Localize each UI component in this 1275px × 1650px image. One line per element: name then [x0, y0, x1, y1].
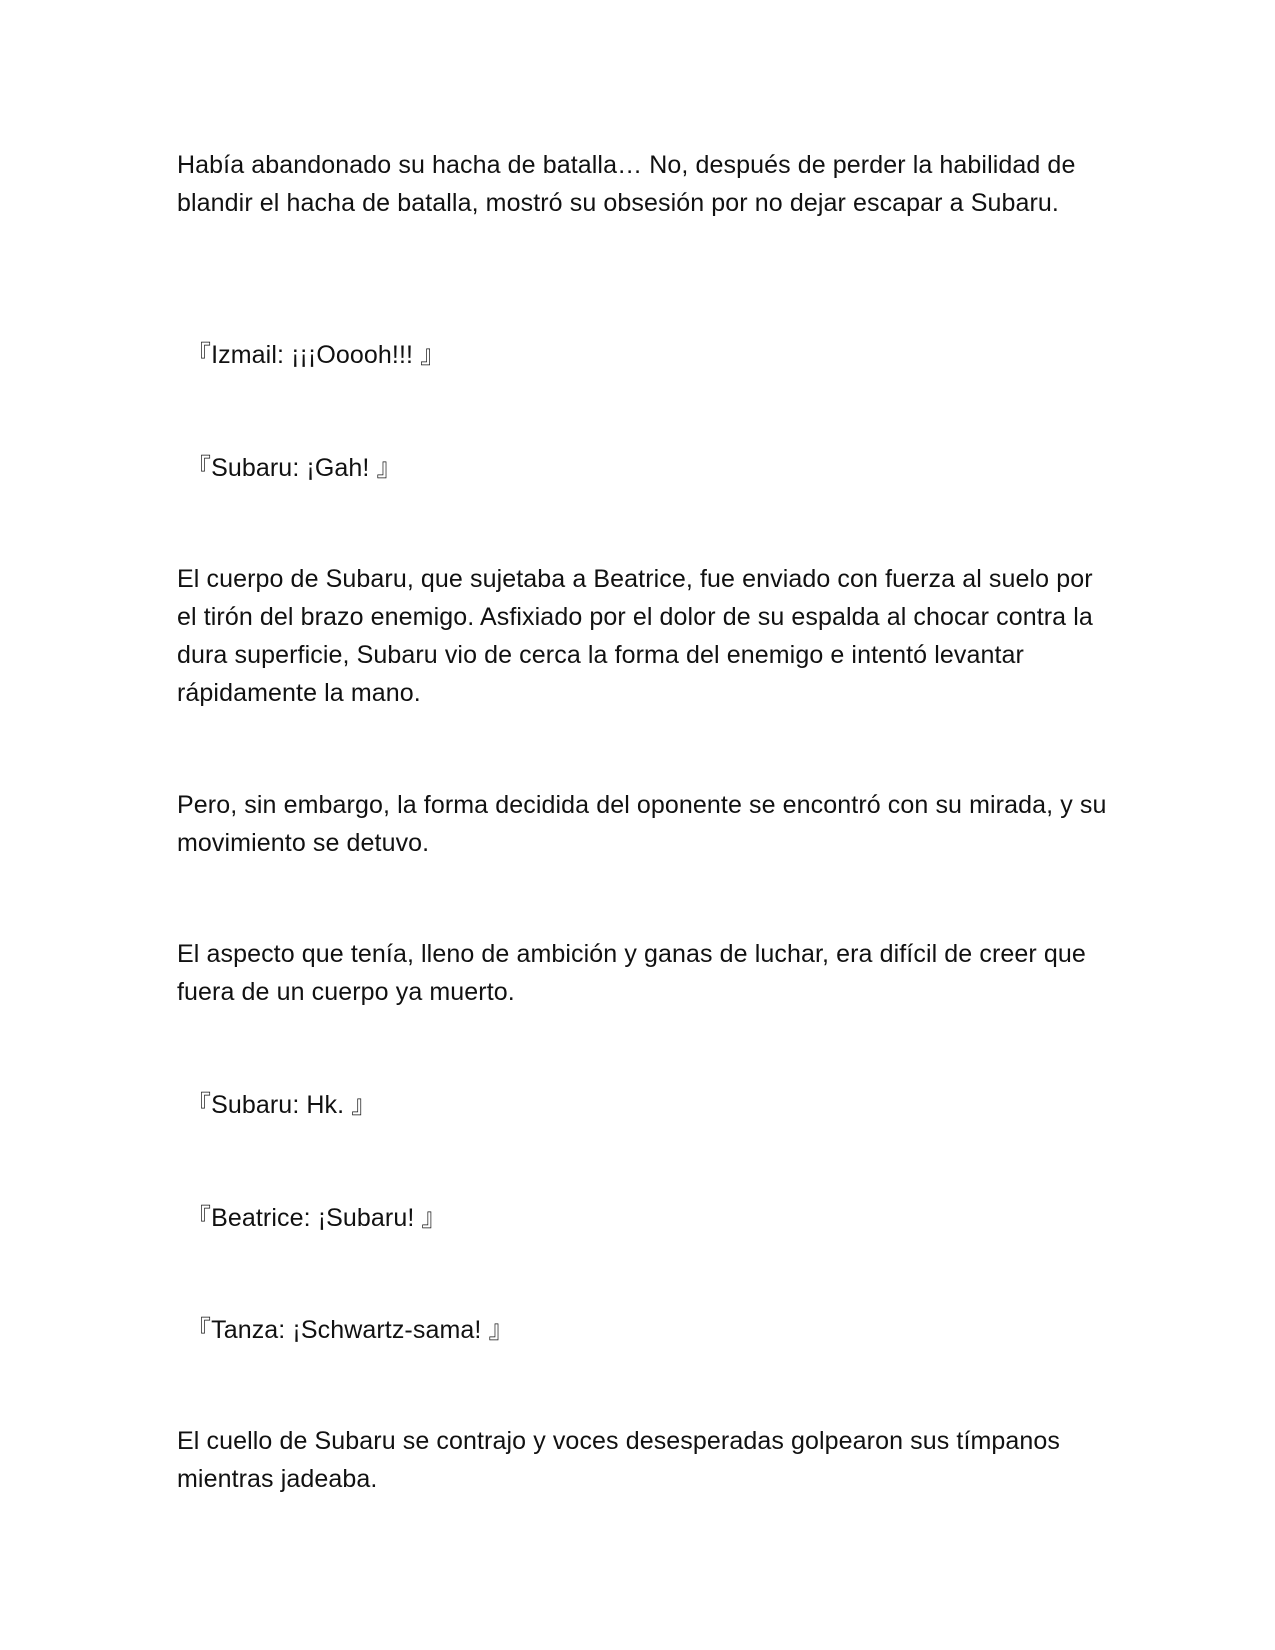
narration-paragraph: Pero, sin embargo, la forma decidida del oponente se encontró con su mirada, y su movimiento se detuvo.: [177, 791, 1107, 857]
narration-paragraph: El cuerpo de Subaru, que sujetaba a Beatrice, fue enviado con fuerza al suelo por el tirón del brazo enemigo. Asfixiado por el dolor de su espalda al chocar contra la dura superficie, Subaru vio de cerca la forma del enemigo e intentó levantar rápidamente la mano.: [177, 565, 1093, 707]
dialogue-line-subaru: 『Subaru: ¡Gah! 』: [186, 454, 402, 482]
narration-paragraph: El cuello de Subaru se contrajo y voces desesperadas golpearon sus tímpanos mientras jadeaba.: [177, 1427, 1061, 1493]
dialogue-line-beatrice: 『Beatrice: ¡Subaru! 』: [186, 1204, 447, 1232]
dialogue-line-izmail: 『Izmail: ¡¡¡Ooooh!!! 』: [186, 341, 446, 369]
narration-paragraph: El aspecto que tenía, lleno de ambición y ganas de luchar, era difícil de creer que fuera de un cuerpo ya muerto.: [177, 940, 1086, 1006]
narration-paragraph: Había abandonado su hacha de batalla… No, después de perder la habilidad de blandir el hacha de batalla, mostró su obsesión por no dejar escapar a Subaru.: [177, 151, 1076, 217]
dialogue-line-subaru: 『Subaru: Hk. 』: [186, 1091, 377, 1119]
dialogue-line-tanza: 『Tanza: ¡Schwartz-sama! 』: [186, 1316, 514, 1344]
